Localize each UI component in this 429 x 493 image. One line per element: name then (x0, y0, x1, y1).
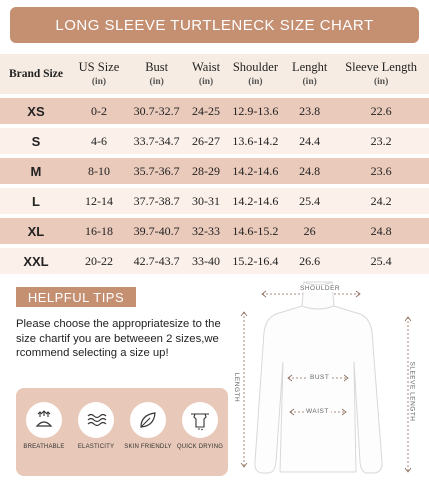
quick-drying-icon (182, 402, 218, 438)
table-cell: 24-25 (187, 98, 225, 124)
table-cell: 8-10 (72, 158, 126, 184)
header-length: Lenght (in) (291, 59, 328, 87)
table-cell: 15.2-16.4 (225, 248, 286, 274)
table-row (0, 248, 429, 274)
table-row (0, 158, 429, 184)
feature-breathable (18, 402, 70, 450)
table-cell: 42.7-43.7 (126, 248, 187, 274)
table-cell: 24.2 (333, 188, 429, 214)
feature-label: SKIN FRIENDLY (124, 444, 172, 450)
table-cell: XS (0, 98, 72, 124)
table-row (0, 128, 429, 154)
table-cell: M (0, 158, 72, 184)
feature-label: ELASTICITY (77, 444, 115, 450)
turtleneck-illustration (236, 272, 429, 488)
table-cell: 26.6 (286, 248, 333, 274)
feature-quick-drying (174, 402, 226, 450)
table-cell: 12.9-13.6 (225, 98, 286, 124)
bust-label: BUST (310, 374, 330, 381)
sleeve-length-label: SLEEVE LENGTH (408, 361, 416, 422)
table-cell: 25.4 (286, 188, 333, 214)
table-cell: 24.8 (286, 158, 333, 184)
table-row (0, 188, 429, 214)
header-brand-size: Brand Size (8, 67, 63, 80)
elasticity-icon (78, 402, 114, 438)
table-cell: 26 (286, 218, 333, 244)
table-cell: 28-29 (187, 158, 225, 184)
chart-title: LONG SLEEVE TURTLENECK SIZE CHART (55, 16, 374, 34)
size-table (0, 50, 429, 278)
table-cell: 33.7-34.7 (126, 128, 187, 154)
header-bust: Bust (in) (145, 59, 169, 87)
table-cell: 14.2-14.6 (225, 158, 286, 184)
table-cell: 32-33 (187, 218, 225, 244)
garment-diagram (233, 272, 429, 488)
title-bar (0, 0, 429, 50)
waist-label: WAIST (306, 408, 329, 415)
features-panel (16, 388, 228, 476)
table-cell: 20-22 (72, 248, 126, 274)
table-cell: XXL (0, 248, 72, 274)
header-shoulder: Shoulder (in) (232, 59, 278, 87)
table-cell: 23.6 (333, 158, 429, 184)
table-cell: 4-6 (72, 128, 126, 154)
table-cell: 30-31 (187, 188, 225, 214)
helpful-tips-text: Please choose the appropriatesize to the size chartif you are betweeen 2 sizes,we rcommend selecting a size up! (16, 318, 221, 359)
table-cell: 14.2-14.6 (225, 188, 286, 214)
header-us-size: US Size (in) (78, 59, 120, 87)
table-cell: 23.2 (333, 128, 429, 154)
shoulder-label: SHOULDER (300, 285, 341, 292)
feature-elasticity (70, 402, 122, 450)
helpful-tips-label: HELPFUL TIPS (16, 287, 136, 307)
table-cell: 35.7-36.7 (126, 158, 187, 184)
table-cell: 14.6-15.2 (225, 218, 286, 244)
table-cell: 24.8 (333, 218, 429, 244)
table-cell: 25.4 (333, 248, 429, 274)
feature-skin-friendly (122, 402, 174, 450)
breathable-icon (26, 402, 62, 438)
header-sleeve-length: Sleeve Length (in) (345, 59, 418, 87)
feature-label: BREATHABLE (23, 444, 65, 450)
table-header-row (0, 54, 429, 94)
feature-label: QUICK DRYING (176, 444, 224, 450)
table-cell: XL (0, 218, 72, 244)
table-cell: 16-18 (72, 218, 126, 244)
title-banner (10, 7, 419, 43)
leaf-icon (130, 402, 166, 438)
table-cell: 23.8 (286, 98, 333, 124)
table-row (0, 98, 429, 124)
header-waist: Waist (in) (191, 59, 221, 87)
table-cell: 26-27 (187, 128, 225, 154)
table-cell: 22.6 (333, 98, 429, 124)
table-cell: 12-14 (72, 188, 126, 214)
table-cell: 13.6-14.2 (225, 128, 286, 154)
table-cell: 24.4 (286, 128, 333, 154)
table-cell: 39.7-40.7 (126, 218, 187, 244)
table-cell: 33-40 (187, 248, 225, 274)
table-cell: 30.7-32.7 (126, 98, 187, 124)
length-label: LENGTH (233, 372, 241, 403)
table-cell: 0-2 (72, 98, 126, 124)
table-cell: L (0, 188, 72, 214)
table-row (0, 218, 429, 244)
table-cell: 37.7-38.7 (126, 188, 187, 214)
table-cell: S (0, 128, 72, 154)
